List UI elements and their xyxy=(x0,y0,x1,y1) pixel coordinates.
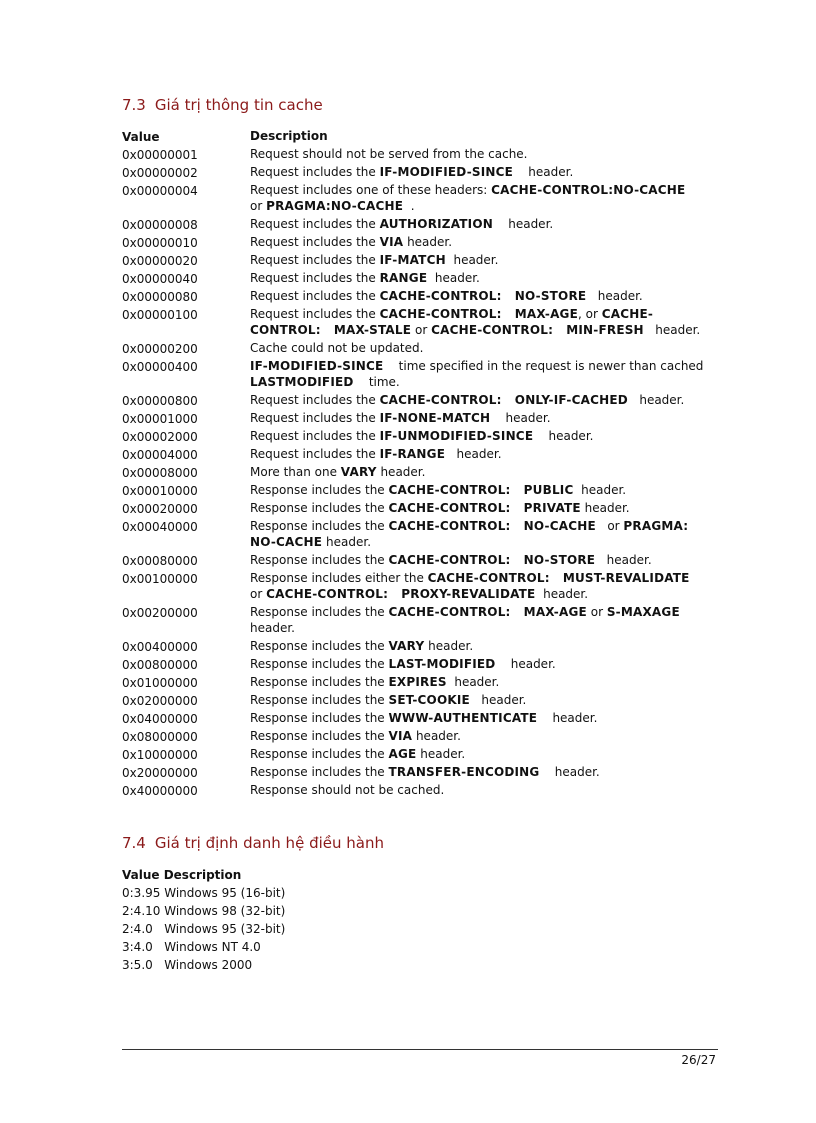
description-text: Response includes the xyxy=(250,747,389,761)
description-cell xyxy=(250,692,712,710)
value-cell: 0x00000002 xyxy=(122,166,198,180)
value-cell: 0x00100000 xyxy=(122,572,198,586)
description-text: , or xyxy=(578,307,602,321)
description-text: or xyxy=(250,571,702,601)
description-text: header. xyxy=(446,675,500,689)
description-text: header. xyxy=(445,253,499,267)
header-keyword: VIA xyxy=(379,235,404,249)
header-keyword: CACHE-CONTROL: ONLY-IF-CACHED xyxy=(379,393,628,407)
value-cell: 0x40000000 xyxy=(122,784,198,798)
header-keyword: CACHE-CONTROL: PROXY-REVALIDATE xyxy=(266,587,536,601)
table-row xyxy=(122,270,712,288)
header-keyword: CACHE-CONTROL: PRIVATE xyxy=(388,501,581,515)
header-keyword: AUTHORIZATION xyxy=(379,217,493,231)
table-row xyxy=(122,710,712,728)
description-text: Request includes the xyxy=(250,289,380,303)
description-text: Response includes the xyxy=(250,639,389,653)
table-row xyxy=(122,518,712,552)
description-cell xyxy=(250,746,712,764)
description-cell xyxy=(250,146,712,164)
description-text: Response includes the xyxy=(250,729,389,743)
value-cell: 0x00000080 xyxy=(122,290,198,304)
description-cell xyxy=(250,782,712,800)
header-keyword: CACHE-CONTROL: PUBLIC xyxy=(388,483,574,497)
description-text: Request includes one of these headers: xyxy=(250,183,492,197)
header-keyword: CACHE-CONTROL:NO-CACHE xyxy=(491,183,686,197)
description-text: Response includes either the xyxy=(250,571,428,585)
value-cell: 0x00000020 xyxy=(122,254,198,268)
description-cell xyxy=(250,482,712,500)
table-row xyxy=(122,764,712,782)
page-number: 26/27 xyxy=(681,1053,716,1067)
description-text: header. xyxy=(322,535,372,549)
description-cell xyxy=(250,428,712,446)
value-cell: 0x00000001 xyxy=(122,148,198,162)
description-text: header. xyxy=(469,693,527,707)
section-title-text: Giá trị định danh hệ điều hành xyxy=(154,834,384,852)
value-cell: 0x00002000 xyxy=(122,430,198,444)
table-row xyxy=(122,500,712,518)
description-text: Request includes the xyxy=(250,271,380,285)
value-cell: 0x00020000 xyxy=(122,502,198,516)
value-cell: 0x00008000 xyxy=(122,466,198,480)
description-text: header. xyxy=(250,605,684,635)
description-text: Response includes the xyxy=(250,605,389,619)
header-keyword: S-MAXAGE xyxy=(606,605,680,619)
table-row xyxy=(122,234,712,252)
description-text: header. xyxy=(595,553,652,567)
header-keyword: CACHE-CONTROL: MAX-AGE xyxy=(388,605,587,619)
description-text: header. xyxy=(573,483,627,497)
description-cell xyxy=(250,464,712,482)
table-row: 3:5.0 Windows 2000 xyxy=(122,958,253,972)
description-cell xyxy=(250,252,712,270)
table-row xyxy=(122,428,712,446)
description-text: Response should not be cached. xyxy=(250,783,445,797)
description-text: header. xyxy=(490,411,551,425)
description-text: Response includes the xyxy=(250,675,389,689)
value-cell: 0x00000200 xyxy=(122,342,198,356)
header-keyword: TRANSFER-ENCODING xyxy=(388,765,540,779)
header-keyword: SET-COOKIE xyxy=(388,693,470,707)
description-text: header. xyxy=(445,447,502,461)
description-text: header. xyxy=(580,501,630,515)
description-text: Response includes the xyxy=(250,693,389,707)
description-cell xyxy=(250,570,712,604)
description-text: Response includes the xyxy=(250,765,389,779)
value-cell: 0x00000800 xyxy=(122,394,198,408)
header-keyword: CACHE-CONTROL: NO-STORE xyxy=(388,553,596,567)
table-row xyxy=(122,288,712,306)
header-keyword: EXPIRES xyxy=(388,675,447,689)
header-keyword: VIA xyxy=(388,729,413,743)
description-text: header. xyxy=(492,217,554,231)
table-row xyxy=(122,410,712,428)
description-text: header. xyxy=(643,323,701,337)
description-cell xyxy=(250,674,712,692)
description-text: Response includes the xyxy=(250,657,389,671)
table-row: 2:4.0 Windows 95 (32-bit) xyxy=(122,922,286,936)
description-cell xyxy=(250,710,712,728)
description-cell xyxy=(250,552,712,570)
header-description: Description xyxy=(250,129,328,143)
value-cell: 0x00000004 xyxy=(122,184,198,198)
description-text: header. xyxy=(403,235,453,249)
description-cell xyxy=(250,270,712,288)
description-cell xyxy=(250,638,712,656)
description-cell xyxy=(250,358,712,392)
description-text: header. xyxy=(412,729,461,743)
os-id-table xyxy=(122,866,422,974)
description-cell xyxy=(250,216,712,234)
table-row xyxy=(122,638,712,656)
description-cell xyxy=(250,340,712,358)
value-cell: 0x10000000 xyxy=(122,748,198,762)
table-row xyxy=(122,692,712,710)
description-text: time specified in the request is newer than cached xyxy=(383,359,708,373)
table-row xyxy=(122,446,712,464)
header-value: Value xyxy=(122,130,160,144)
description-text: Request includes the xyxy=(250,235,380,249)
table-row xyxy=(122,746,712,764)
description-cell xyxy=(250,164,712,182)
value-cell: 0x00000100 xyxy=(122,308,198,322)
description-text: header. xyxy=(586,289,643,303)
table-row xyxy=(122,146,712,164)
description-text: or xyxy=(586,605,607,619)
table-row xyxy=(122,674,712,692)
description-text: header. xyxy=(535,587,589,601)
description-text: Request includes the xyxy=(250,165,380,179)
value-cell: 0x00010000 xyxy=(122,484,198,498)
description-text: header. xyxy=(416,747,466,761)
header-keyword: CACHE-CONTROL: NO-STORE xyxy=(379,289,587,303)
value-cell: 0x20000000 xyxy=(122,766,198,780)
description-text: Request includes the xyxy=(250,307,380,321)
header-keyword: IF-MODIFIED-SINCE xyxy=(379,165,514,179)
section-7-4-heading xyxy=(122,834,384,852)
description-cell xyxy=(250,182,712,216)
table-body xyxy=(122,146,712,800)
table-row xyxy=(122,728,712,746)
description-text: Response includes the xyxy=(250,501,389,515)
table-header xyxy=(122,128,712,146)
description-text: Request includes the xyxy=(250,217,380,231)
header-keyword: WWW-AUTHENTICATE xyxy=(388,711,538,725)
header-keyword: AGE xyxy=(388,747,417,761)
table-row xyxy=(122,782,712,800)
section-number: 7.3 xyxy=(122,96,146,114)
table-row xyxy=(122,182,712,216)
description-cell xyxy=(250,446,712,464)
value-cell: 0x00000400 xyxy=(122,360,198,374)
value-cell: 0x00400000 xyxy=(122,640,198,654)
cache-info-table xyxy=(122,128,712,800)
description-text: Response includes the xyxy=(250,553,389,567)
description-text: Request includes the xyxy=(250,393,380,407)
table-row xyxy=(122,482,712,500)
header-keyword: VARY xyxy=(340,465,377,479)
description-cell xyxy=(250,410,712,428)
description-cell xyxy=(250,500,712,518)
footer-divider xyxy=(122,1049,718,1050)
value-cell: 0x00040000 xyxy=(122,520,198,534)
description-text: header. xyxy=(513,165,574,179)
description-text: Request includes the xyxy=(250,447,380,461)
description-text: header. xyxy=(539,765,600,779)
header-keyword: CACHE-CONTROL: MIN-FRESH xyxy=(431,323,644,337)
description-text: Request should not be served from the cache. xyxy=(250,147,528,161)
value-cell: 0x00200000 xyxy=(122,606,198,620)
table-row xyxy=(122,216,712,234)
description-cell xyxy=(250,288,712,306)
value-cell: 0x00080000 xyxy=(122,554,198,568)
description-text: header. xyxy=(376,465,426,479)
description-text: or xyxy=(595,519,624,533)
value-cell: 0x00000008 xyxy=(122,218,198,232)
table-row xyxy=(122,340,712,358)
description-text: Response includes the xyxy=(250,483,389,497)
section-title-text: Giá trị thông tin cache xyxy=(154,96,323,114)
table-row xyxy=(122,604,712,638)
header-keyword: LASTMODIFIED xyxy=(250,375,354,389)
description-text: header. xyxy=(627,393,685,407)
value-cell: 0x04000000 xyxy=(122,712,198,726)
description-text: . xyxy=(403,199,415,213)
header-keyword: VARY xyxy=(388,639,425,653)
description-cell xyxy=(250,656,712,674)
description-text: Request includes the xyxy=(250,429,380,443)
value-cell: 0x00000040 xyxy=(122,272,198,286)
header-keyword: IF-MATCH xyxy=(379,253,446,267)
description-cell xyxy=(250,392,712,410)
description-text: header. xyxy=(427,271,480,285)
header-keyword: PRAGMA:NO-CACHE xyxy=(266,199,404,213)
description-text: header. xyxy=(537,711,598,725)
table-row xyxy=(122,570,712,604)
header-keyword: LAST-MODIFIED xyxy=(388,657,496,671)
description-cell xyxy=(250,306,712,340)
table-row: 3:4.0 Windows NT 4.0 xyxy=(122,940,261,954)
description-cell xyxy=(250,764,712,782)
value-cell: 0x08000000 xyxy=(122,730,198,744)
table-row: 0:3.95 Windows 95 (16-bit) xyxy=(122,886,286,900)
description-text: or xyxy=(411,323,432,337)
table-row: 2:4.10 Windows 98 (32-bit) xyxy=(122,904,286,918)
table-row xyxy=(122,656,712,674)
section-number: 7.4 xyxy=(122,834,146,852)
description-cell xyxy=(250,604,712,638)
description-text: or xyxy=(250,183,701,213)
header-keyword: CACHE-CONTROL: MUST-REVALIDATE xyxy=(427,571,690,585)
table-row xyxy=(122,306,712,340)
header-keyword: CACHE-CONTROL: MAX-AGE xyxy=(379,307,579,321)
value-cell: 0x01000000 xyxy=(122,676,198,690)
description-text: Request includes the xyxy=(250,411,380,425)
description-text: header. xyxy=(424,639,474,653)
header-keyword: IF-NONE-MATCH xyxy=(379,411,491,425)
description-text: header. xyxy=(533,429,594,443)
header-keyword: CACHE-CONTROL: MAX-STALE xyxy=(250,307,654,337)
value-cell: 0x00800000 xyxy=(122,658,198,672)
header-keyword: PRAGMA: NO-CACHE xyxy=(250,519,698,549)
header-keyword: IF-RANGE xyxy=(379,447,446,461)
value-cell: 0x00004000 xyxy=(122,448,198,462)
value-cell: 0x00000010 xyxy=(122,236,198,250)
table-header: Value Description xyxy=(122,868,242,882)
value-cell: 0x02000000 xyxy=(122,694,198,708)
description-text: Request includes the xyxy=(250,253,380,267)
value-cell: 0x00001000 xyxy=(122,412,198,426)
description-text: Response includes the xyxy=(250,711,389,725)
description-cell xyxy=(250,518,712,552)
header-keyword: RANGE xyxy=(379,271,428,285)
table-body xyxy=(122,884,422,974)
description-cell xyxy=(250,234,712,252)
table-row xyxy=(122,252,712,270)
table-row xyxy=(122,464,712,482)
description-text: Cache could not be updated. xyxy=(250,341,424,355)
table-row xyxy=(122,358,712,392)
description-text: Response includes the xyxy=(250,519,389,533)
header-keyword: IF-UNMODIFIED-SINCE xyxy=(379,429,534,443)
section-7-3-heading xyxy=(122,96,323,114)
table-row xyxy=(122,552,712,570)
header-keyword: CACHE-CONTROL: NO-CACHE xyxy=(388,519,596,533)
description-text: More than one xyxy=(250,465,341,479)
table-row xyxy=(122,392,712,410)
table-row xyxy=(122,164,712,182)
header-keyword: IF-MODIFIED-SINCE xyxy=(250,359,384,373)
description-text: header. xyxy=(495,657,556,671)
description-text: time. xyxy=(353,375,400,389)
description-cell xyxy=(250,728,712,746)
